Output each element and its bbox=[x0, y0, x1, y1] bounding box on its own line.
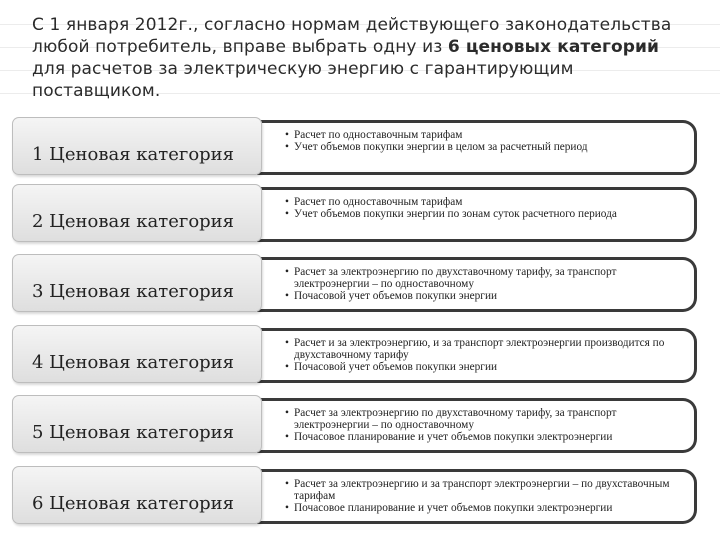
category-box bbox=[12, 184, 262, 242]
bullet-item: • Расчет за электроэнергию и за транспорт электроэнергии – по двухставочным тарифам bbox=[285, 478, 684, 502]
category-box bbox=[12, 466, 262, 524]
bullet-list bbox=[285, 196, 684, 220]
bullet-item: • Почасовое планирование и учет объемов покупки электроэнергии bbox=[285, 431, 684, 443]
category-box bbox=[12, 254, 262, 312]
category-box bbox=[12, 117, 262, 175]
category-row bbox=[12, 117, 702, 175]
bullet-item: • Учет объемов покупки энергии в целом за расчетный период bbox=[285, 141, 684, 153]
bullet-item: • Учет объемов покупки энергии по зонам суток расчетного периода bbox=[285, 208, 684, 220]
intro-text bbox=[32, 14, 692, 102]
bullet-item: • Почасовой учет объемов покупки энергии bbox=[285, 290, 684, 302]
category-box bbox=[12, 395, 262, 453]
category-row bbox=[12, 184, 702, 242]
bullet-list bbox=[285, 129, 684, 153]
bullet-item: • Почасовое планирование и учет объемов покупки электроэнергии bbox=[285, 502, 684, 514]
category-row bbox=[12, 395, 702, 453]
intro-part2: для расчетов за электрическую энергию с гарантирующим поставщиком. bbox=[32, 59, 574, 101]
bullet-item: • Расчет по одноставочным тарифам bbox=[285, 129, 684, 141]
bullet-list bbox=[285, 407, 684, 444]
category-label: 2 Ценовая категория bbox=[32, 211, 235, 232]
category-label: 3 Ценовая категория bbox=[32, 281, 235, 302]
category-row bbox=[12, 254, 702, 312]
category-details bbox=[257, 328, 697, 383]
category-details bbox=[257, 187, 697, 242]
bullet-item: • Расчет за электроэнергию по двухставочному тарифу, за транспорт электроэнергии – по одноставочному bbox=[285, 407, 684, 431]
bullet-list bbox=[285, 478, 684, 515]
bullet-item: • Расчет за электроэнергию по двухставочному тарифу, за транспорт электроэнергии – по одноставочному bbox=[285, 266, 684, 290]
category-row bbox=[12, 325, 702, 383]
category-label: 1 Ценовая категория bbox=[32, 144, 235, 165]
bullet-item: • Почасовой учет объемов покупки энергии bbox=[285, 361, 684, 373]
category-details bbox=[257, 120, 697, 175]
bullet-item: • Расчет по одноставочным тарифам bbox=[285, 196, 684, 208]
category-details bbox=[257, 398, 697, 453]
bullet-item: • Расчет и за электроэнергию, и за транспорт электроэнергии производится по двухставочному тарифу bbox=[285, 337, 684, 361]
bullet-list bbox=[285, 337, 684, 374]
intro-part1: С 1 января 2012г., согласно нормам действующего законодательства любой потребитель, вправе выбрать одну из bbox=[32, 15, 672, 57]
category-box bbox=[12, 325, 262, 383]
category-details bbox=[257, 257, 697, 312]
category-row bbox=[12, 466, 702, 524]
category-details bbox=[257, 469, 697, 524]
category-label: 5 Ценовая категория bbox=[32, 422, 235, 443]
bullet-list bbox=[285, 266, 684, 303]
category-label: 6 Ценовая категория bbox=[32, 493, 235, 514]
intro-bold: 6 ценовых категорий bbox=[447, 37, 660, 57]
category-label: 4 Ценовая категория bbox=[32, 352, 235, 373]
